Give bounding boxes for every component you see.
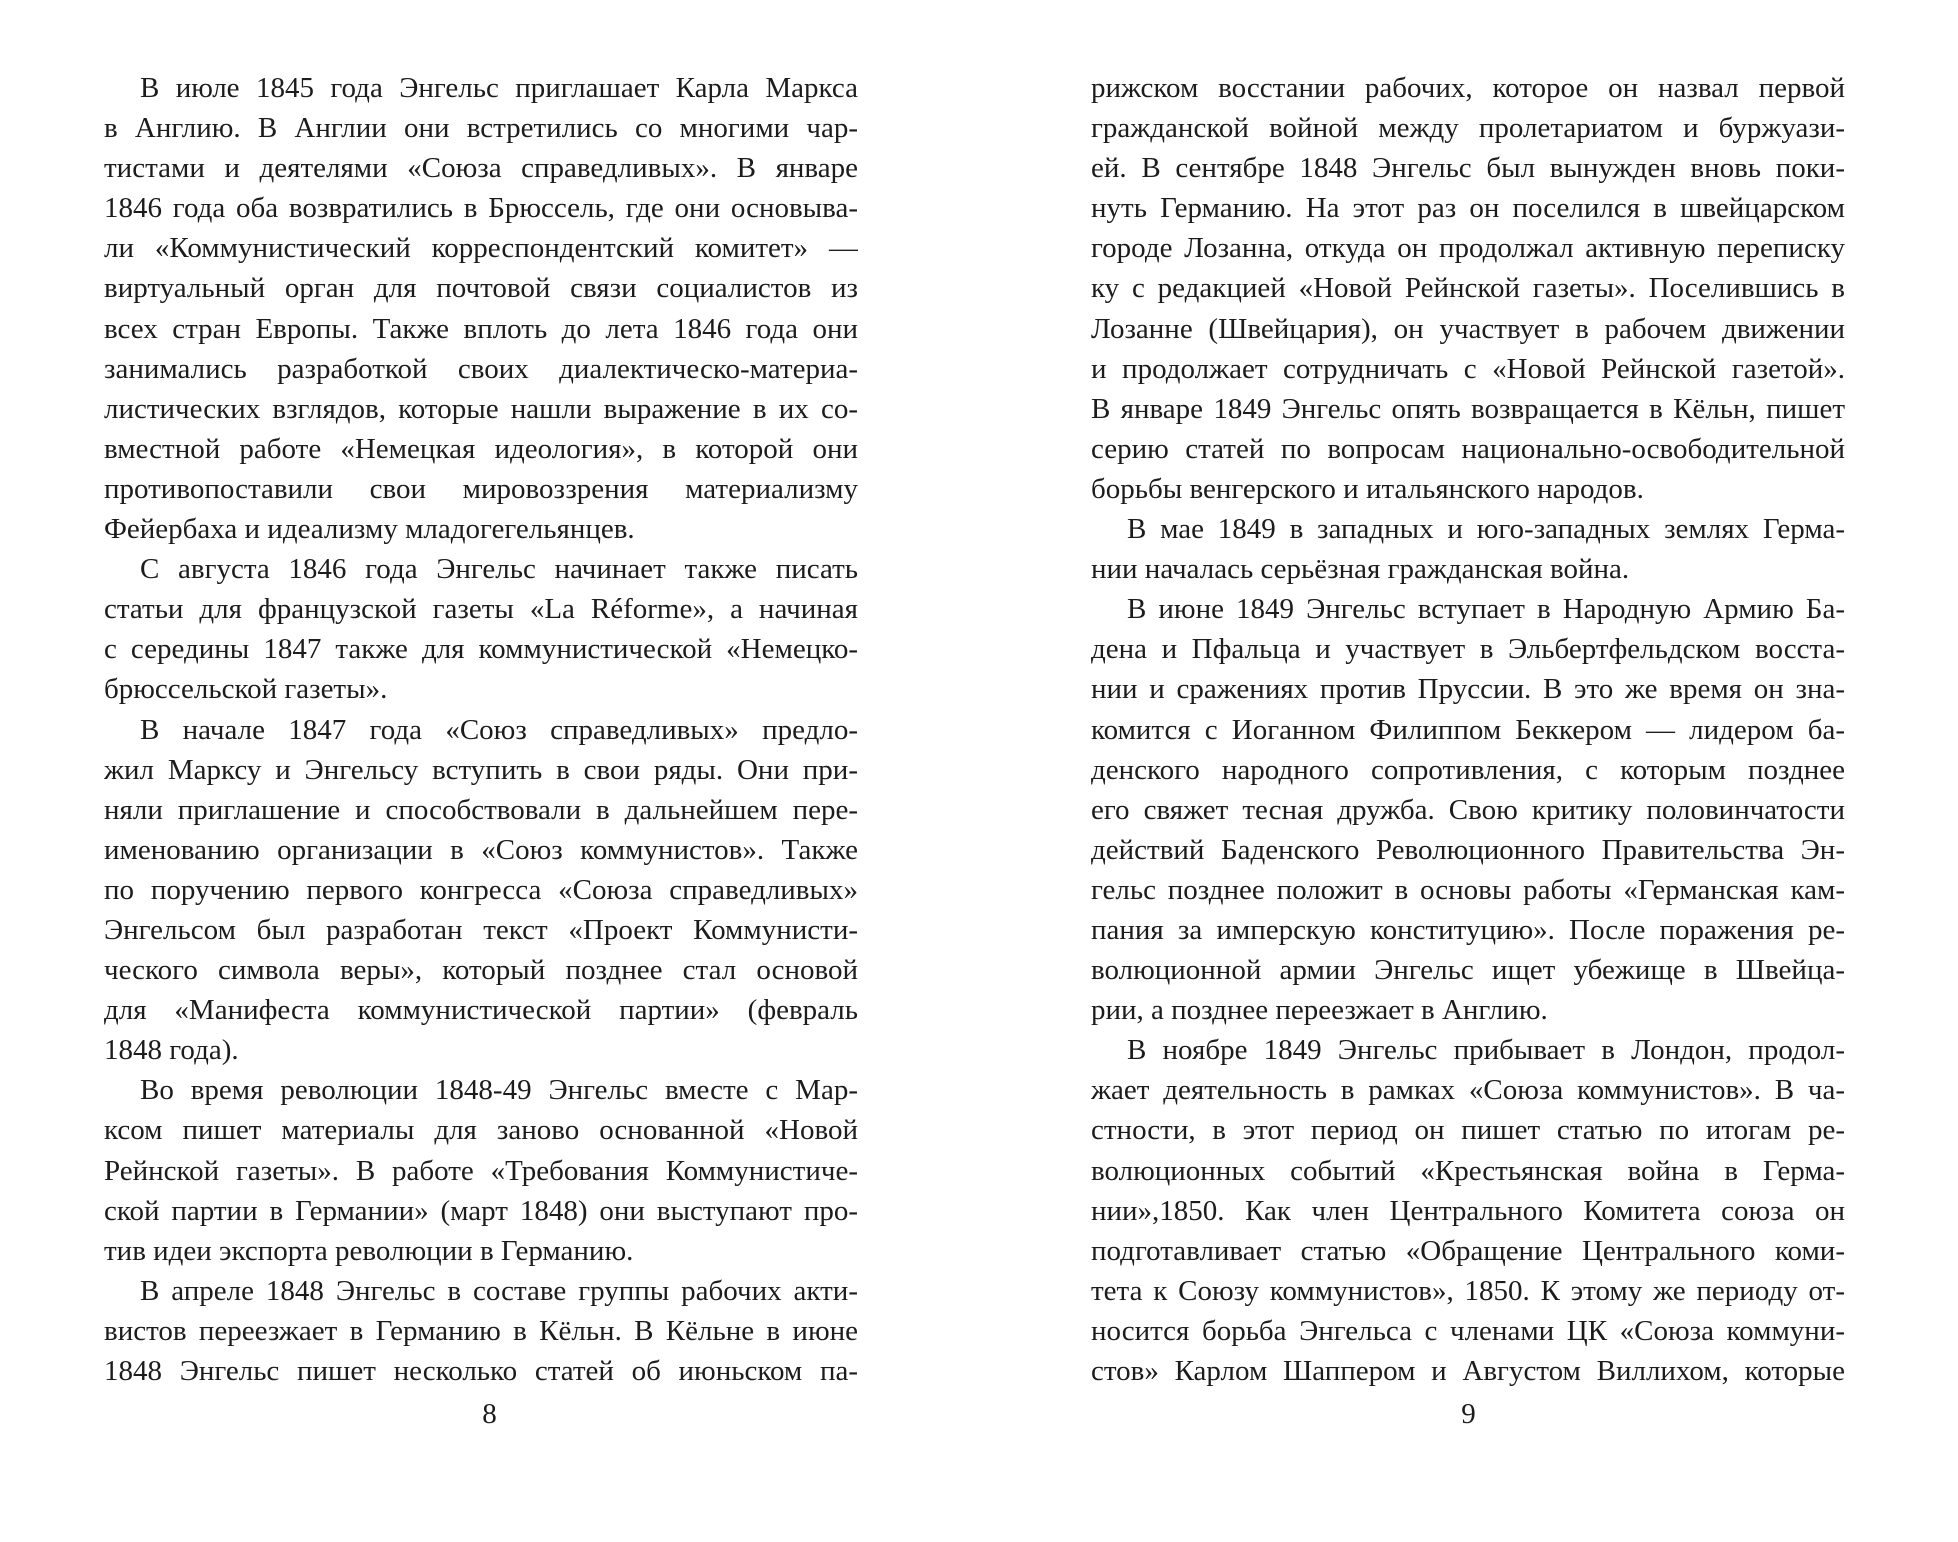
text-line: борьбы венгерского и итальянского народов. bbox=[1091, 472, 1644, 505]
text-line: пания за имперскую конституцию». После поражения ре- bbox=[1091, 913, 1845, 946]
text-line: вистов переезжает в Германию в Кёльн. В Кёльне в июне bbox=[104, 1314, 858, 1347]
text-line: Рейнской газеты». В работе «Требования Коммунистиче- bbox=[104, 1154, 858, 1187]
text-line: статьи для французской газеты «La Réforme», а начиная bbox=[104, 593, 858, 626]
text-line: брюссельской газеты». bbox=[104, 673, 388, 706]
text-line: рии, а позднее переезжает в Англию. bbox=[1091, 994, 1548, 1027]
text-line: ей. В сентябре 1848 Энгельс был вынужден вновь поки- bbox=[1091, 152, 1845, 185]
text-line: денского народного сопротивления, с которым позднее bbox=[1091, 753, 1845, 786]
text-line: В июле 1845 года Энгельс приглашает Карла Маркса bbox=[140, 72, 858, 104]
text-line: серию статей по вопросам национально-освободительной bbox=[1091, 432, 1845, 465]
text-line: рижском восстании рабочих, которое он назвал первой bbox=[1091, 72, 1845, 104]
page-number-right: 9 bbox=[1461, 1398, 1476, 1430]
text-line: виртуальный орган для почтовой связи социалистов из bbox=[104, 272, 858, 305]
text-line: тив идеи экспорта революции в Германию. bbox=[104, 1234, 634, 1267]
text-line: городе Лозанна, откуда он продолжал активную переписку bbox=[1091, 232, 1845, 265]
text-line: листических взглядов, которые нашли выражение в их со- bbox=[104, 392, 858, 425]
text-line: тета к Союзу коммунистов», 1850. К этому же периоду от- bbox=[1091, 1274, 1845, 1307]
text-line: носится борьба Энгельса с членами ЦК «Союза коммуни- bbox=[1091, 1314, 1845, 1347]
text-line: В начале 1847 года «Союз справедливых» предло- bbox=[140, 713, 858, 746]
text-line: вместной работе «Немецкая идеология», в которой они bbox=[104, 432, 858, 465]
text-line: именованию организации в «Союз коммунистов». Также bbox=[104, 833, 858, 866]
text-line: жает деятельность в рамках «Союза коммунистов». В ча- bbox=[1091, 1074, 1845, 1107]
text-line: В апреле 1848 Энгельс в составе группы рабочих акти- bbox=[140, 1274, 858, 1307]
text-line: Фейербаха и идеализму младогегельянцев. bbox=[104, 513, 635, 546]
text-line: тистами и деятелями «Союза справедливых». В январе bbox=[104, 152, 858, 185]
text-line: 1848 Энгельс пишет несколько статей об июньском па- bbox=[104, 1355, 858, 1387]
text-line: нуть Германию. На этот раз он поселился в швейцарском bbox=[1091, 192, 1845, 225]
text-line: занимались разработкой своих диалектическо-материа- bbox=[104, 352, 858, 385]
text-line: В январе 1849 Энгельс опять возвращается в Кёльн, пишет bbox=[1091, 392, 1845, 425]
right-page bbox=[979, 0, 1958, 1542]
text-line: нии и сражениях против Пруссии. В это же время он зна- bbox=[1091, 673, 1845, 706]
text-line: и продолжает сотрудничать с «Новой Рейнской газетой». bbox=[1091, 352, 1845, 385]
text-line: Лозанне (Швейцария), он участвует в рабочем движении bbox=[1091, 312, 1845, 345]
text-line: ку с редакцией «Новой Рейнской газеты». Поселившись в bbox=[1091, 272, 1845, 305]
text-line: В мае 1849 в западных и юго-западных землях Герма- bbox=[1127, 513, 1845, 546]
text-line: гражданской войной между пролетариатом и буржуази- bbox=[1091, 112, 1845, 145]
text-line: Энгельсом был разработан текст «Проект Коммунисти- bbox=[104, 913, 858, 946]
right-page-text bbox=[1091, 68, 1845, 1391]
text-line: гельс позднее положит в основы работы «Германская кам- bbox=[1091, 873, 1845, 906]
text-line: нии началась серьёзная гражданская война. bbox=[1091, 553, 1630, 586]
text-line: волюционной армии Энгельс ищет убежище в Швейца- bbox=[1091, 954, 1845, 987]
text-line: с середины 1847 также для коммунистической «Немецко- bbox=[104, 633, 858, 666]
text-line: комится с Иоганном Филиппом Беккером — лидером ба- bbox=[1091, 713, 1845, 746]
text-line: дена и Пфальца и участвует в Эльбертфельдском восста- bbox=[1091, 633, 1845, 666]
text-line: противопоставили свои мировоззрения материализму bbox=[104, 472, 858, 505]
text-line: волюционных событий «Крестьянская война в Герма- bbox=[1091, 1154, 1845, 1187]
text-line: ческого символа веры», который позднее стал основой bbox=[104, 954, 858, 987]
text-line: ской партии в Германии» (март 1848) они выступают про- bbox=[104, 1194, 858, 1227]
text-line: С августа 1846 года Энгельс начинает также писать bbox=[140, 553, 858, 586]
left-page-text bbox=[104, 68, 858, 1391]
text-line: подготавливает статью «Обращение Центрального коми- bbox=[1091, 1234, 1845, 1267]
text-line: его свяжет тесная дружба. Свою критику половинчатости bbox=[1091, 793, 1845, 826]
text-line: для «Манифеста коммунистической партии» (февраль bbox=[104, 994, 858, 1027]
text-line: стности, в этот период он пишет статью по итогам ре- bbox=[1091, 1114, 1845, 1147]
text-line: всех стран Европы. Также вплоть до лета 1846 года они bbox=[104, 312, 858, 345]
text-line: действий Баденского Революционного Правительства Эн- bbox=[1091, 833, 1845, 866]
text-line: няли приглашение и способствовали в дальнейшем пере- bbox=[104, 793, 858, 826]
text-line: Во время революции 1848-49 Энгельс вместе с Мар- bbox=[140, 1074, 858, 1107]
text-line: ли «Коммунистический корреспондентский комитет» — bbox=[104, 232, 858, 265]
text-line: 1848 года). bbox=[104, 1034, 239, 1067]
text-line: жил Марксу и Энгельсу вступить в свои ряды. Они при- bbox=[104, 753, 858, 786]
text-line: стов» Карлом Шаппером и Августом Виллихом, которые bbox=[1091, 1355, 1845, 1387]
text-line: 1846 года оба возвратились в Брюссель, где они основыва- bbox=[104, 192, 858, 225]
text-line: В июне 1849 Энгельс вступает в Народную Армию Ба- bbox=[1127, 593, 1845, 626]
text-line: нии»,1850. Как член Центрального Комитета союза он bbox=[1091, 1194, 1845, 1227]
text-line: ксом пишет материалы для заново основанной «Новой bbox=[104, 1114, 858, 1147]
text-line: В ноябре 1849 Энгельс прибывает в Лондон, продол- bbox=[1127, 1034, 1845, 1067]
page-number-left: 8 bbox=[482, 1398, 497, 1430]
text-line: в Англию. В Англии они встретились со многими чар- bbox=[104, 112, 858, 145]
text-line: по поручению первого конгресса «Союза справедливых» bbox=[104, 873, 858, 906]
